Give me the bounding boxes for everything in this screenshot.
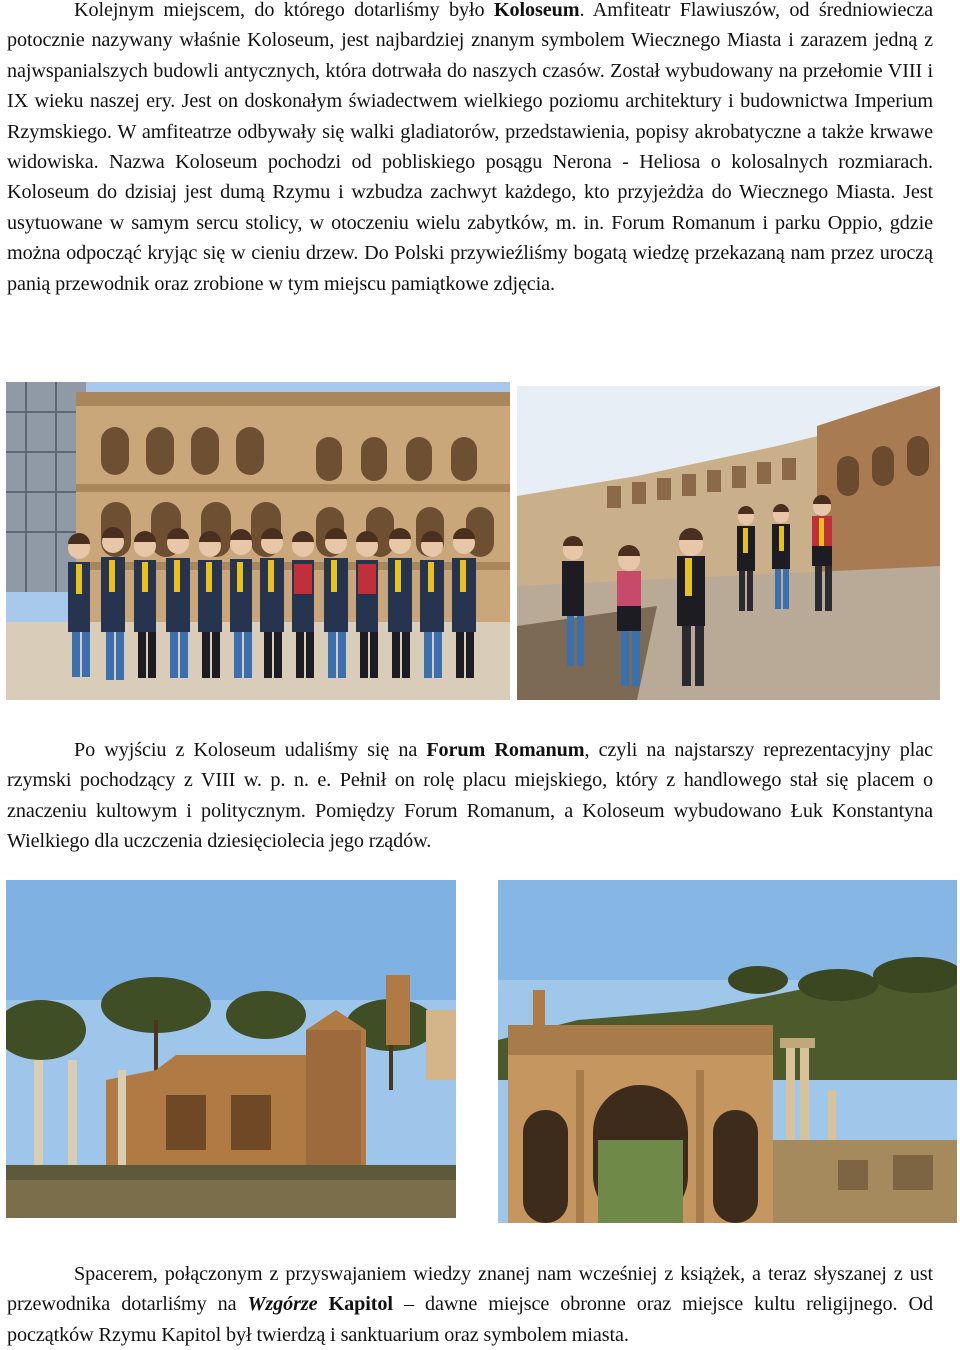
paragraph-intro: Spacerem, połączonym z przyswajaniem wiedzy znanej nam wcześniej z książek, a teraz słyszanej z ust przewodnika dotarliśmy na [7,1263,933,1316]
paragraph-body: – dawne miejsce obronne oraz miejsce kultu religijnego. Od początków Rzymu Kapitol był twierdzą i sanktuarium oraz symbolem miasta. [7,1293,934,1346]
highlight-kapitol: Kapitol [317,1293,393,1316]
paragraph-forum-romanum [7,735,933,857]
highlight-forum-romanum: Forum Romanum [426,739,585,761]
photo-forum-ruins [6,880,456,1218]
paragraph-kapitol [7,1259,933,1350]
highlight-wzgorze: Wzgórze [247,1293,318,1316]
paragraph-intro: Po wyjściu z Koloseum udaliśmy się na [74,739,427,761]
photo-arch-of-septimius-severus [498,880,957,1223]
highlight-koloseum: Koloseum [493,0,580,21]
photo-group-at-colosseum [6,382,510,700]
photo-group-inside-colosseum [517,386,940,700]
paragraph-intro: Kolejnym miejscem, do którego dotarliśmy było [74,0,494,21]
paragraph-body: . Amfiteatr Flawiuszów, od średniowiecza potocznie nazywany właśnie Koloseum, jest najbardziej znanym symbolem Wiecznego Miasta i zarazem jedną z najwspanialszych budowli antycznych, która dotrwała do naszych czasów. Został wybudowany na przełomie VIII i IX wieku naszej ery. Jest on doskonałym świadectwem wielkiego poziomu architektury i budownictwa Imperium Rzymskiego. W amfiteatrze odbywały się walki gladiatorów, przedstawienia, popisy akrobatyczne a także krwawe widowiska. Nazwa Koloseum pochodzi od pobliskiego posągu Nerona - Heliosa o kolosalnych rozmiarach. Koloseum do dzisiaj jest dumą Rzymu i wzbudza zachwyt każdego, kto przyjeżdża do Wiecznego Miasta. Jest usytuowane w samym sercu stolicy, w otoczeniu wielu zabytków, m. in. Forum Romanum i parku Oppio, gdzie można odpocząć kryjąc się w cieniu drzew. Do Polski przywieźliśmy bogatą wiedzę przekazaną nam przez uroczą panią przewodnik oraz zrobione w tym miejscu pamiątkowe zdjęcia. [7,0,933,295]
paragraph-koloseum [7,0,933,299]
paragraph-body: , czyli na najstarszy reprezentacyjny plac rzymski pochodzący z VIII w. p. n. e. Pełnił on rolę placu miejskiego, który z handlowego stał się placem o znaczeniu kultowym i politycznym. Pomiędzy Forum Romanum, a Koloseum wybudowano Łuk Konstantyna Wielkiego dla uczczenia dziesięciolecia jego rządów. [7,739,933,853]
